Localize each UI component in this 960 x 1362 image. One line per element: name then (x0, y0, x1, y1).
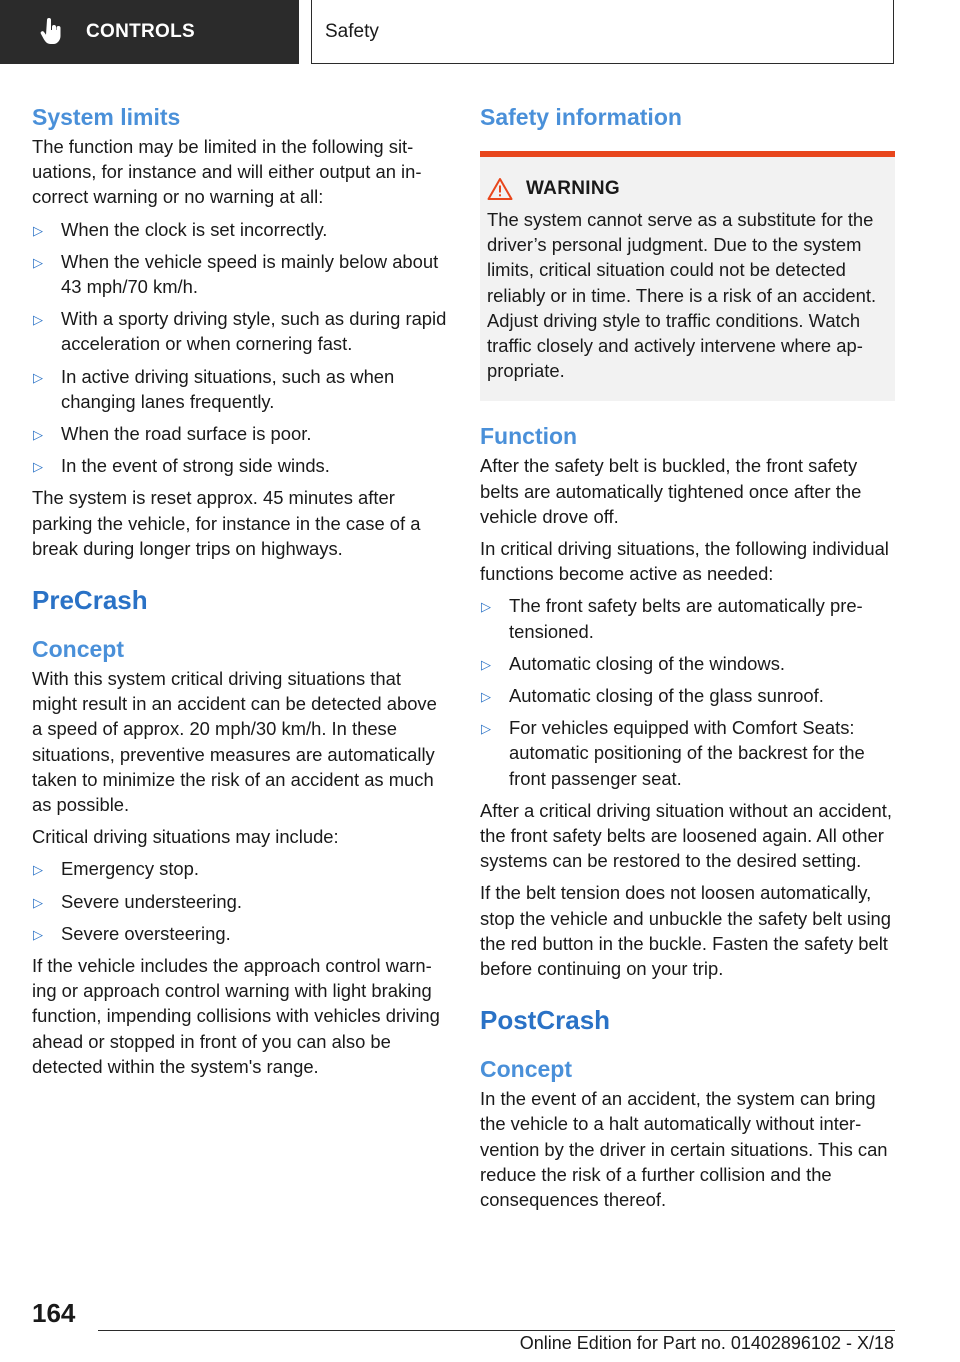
system-limits-list (32, 217, 448, 479)
list-item: ▷ Severe oversteering. (32, 921, 448, 946)
list-item: ▷ When the road surface is poor. (32, 421, 448, 446)
page-number: 164 (32, 1298, 76, 1328)
function-paragraph: If the belt tension does not loosen automatically, stop the vehicle and unbuckle the safety belt using the red button in the buckle. Fasten the safety belt before continuing on your trip. (480, 882, 891, 980)
precrash-outro: If the vehicle includes the approach control warning or approach control warning with light braking function, impending collisions with vehicles driving ahead or stopped in front of you can also be detected within the system's range. (32, 955, 440, 1077)
edition-text: Online Edition for Part no. 01402896102 - X/18 (519, 1333, 894, 1353)
list-item: ▷ Automatic closing of the windows. (480, 651, 895, 676)
left-column (32, 100, 448, 1086)
warning-triangle-icon (487, 177, 513, 201)
system-limits-heading: System limits (32, 104, 181, 130)
safety-information-heading: Safety information (480, 104, 682, 130)
function-paragraph: After a critical driving situation without an accident, the front safety belts are loosened again. All other systems can be restored to the desired setting. (480, 799, 892, 872)
list-item: ▷ Severe understeering. (32, 889, 448, 914)
critical-situations-list (32, 856, 448, 946)
warning-box (480, 157, 895, 401)
hand-pointer-icon (40, 18, 62, 46)
list-item: ▷ The front safety belts are automatically pretensioned. (480, 593, 895, 643)
list-item: ▷ In the event of strong side winds. (32, 453, 448, 478)
list-item: ▷ Automatic closing of the glass sunroof. (480, 683, 895, 708)
system-limits-outro: The system is reset approx. 45 minutes after parking the vehicle, for instance in the case of a break during longer trips on highways. (32, 487, 421, 559)
right-column (480, 100, 895, 1219)
list-item: ▷ When the clock is set incorrectly. (32, 217, 448, 242)
list-item: ▷ With a sporty driving style, such as during rapid acceleration or when cornering fast. (32, 306, 448, 356)
function-paragraph: After the safety belt is buckled, the front safety belts are automatically tightened once after the vehicle drove off. (480, 455, 862, 527)
section-title: Safety (325, 20, 379, 42)
critical-situations-intro: Critical driving situations may include: (32, 826, 339, 848)
postcrash-concept-heading: Concept (480, 1056, 572, 1083)
warning-title: WARNING (526, 178, 620, 199)
postcrash-heading: PostCrash (480, 1005, 611, 1036)
function-paragraph: In critical driving situations, the following individual functions become active as needed: (480, 538, 889, 585)
chapter-label: CONTROLS (86, 21, 196, 42)
precrash-concept-text: With this system critical driving situations that might result in an accident can be detected above a speed of approx. 20 mph/30 km/h. In these situations, preventive measures are automatically taken to minimize the risk of an accident as much as possible. (32, 668, 437, 816)
list-item: ▷ When the vehicle speed is mainly below about 43 mph/70 km/h. (32, 249, 448, 299)
list-item: ▷ In active driving situations, such as when changing lanes frequently. (32, 364, 448, 414)
list-item: ▷ Emergency stop. (32, 856, 448, 881)
chapter-tab (0, 0, 299, 64)
list-item: ▷ For vehicles equipped with Comfort Seats: automatic positioning of the backrest for the front passenger seat. (480, 715, 895, 791)
footer-divider (98, 1330, 895, 1331)
warning-text: The system cannot serve as a substitute for the driver’s personal judgment. Due to the system limits, critical situation could not be detected reliably or in time. There is a risk of an accident. Adjust driving style to traffic conditions. Watch traffic closely and actively intervene where appropriate. (487, 209, 877, 382)
system-limits-intro: The function may be limited in the following situations, for instance and will either output an incorrect warning or no warning at all: (32, 136, 422, 208)
function-heading: Function (480, 423, 578, 450)
precrash-heading: PreCrash (32, 585, 148, 616)
precrash-concept-heading: Concept (32, 636, 124, 663)
postcrash-concept-text: In the event of an accident, the system can bring the vehicle to a halt automatically without intervention by the driver in certain situations. This can reduce the risk of a further collision and the consequences thereof. (480, 1088, 888, 1211)
warning-header (487, 177, 888, 201)
section-header (311, 0, 894, 64)
function-list (480, 593, 895, 790)
